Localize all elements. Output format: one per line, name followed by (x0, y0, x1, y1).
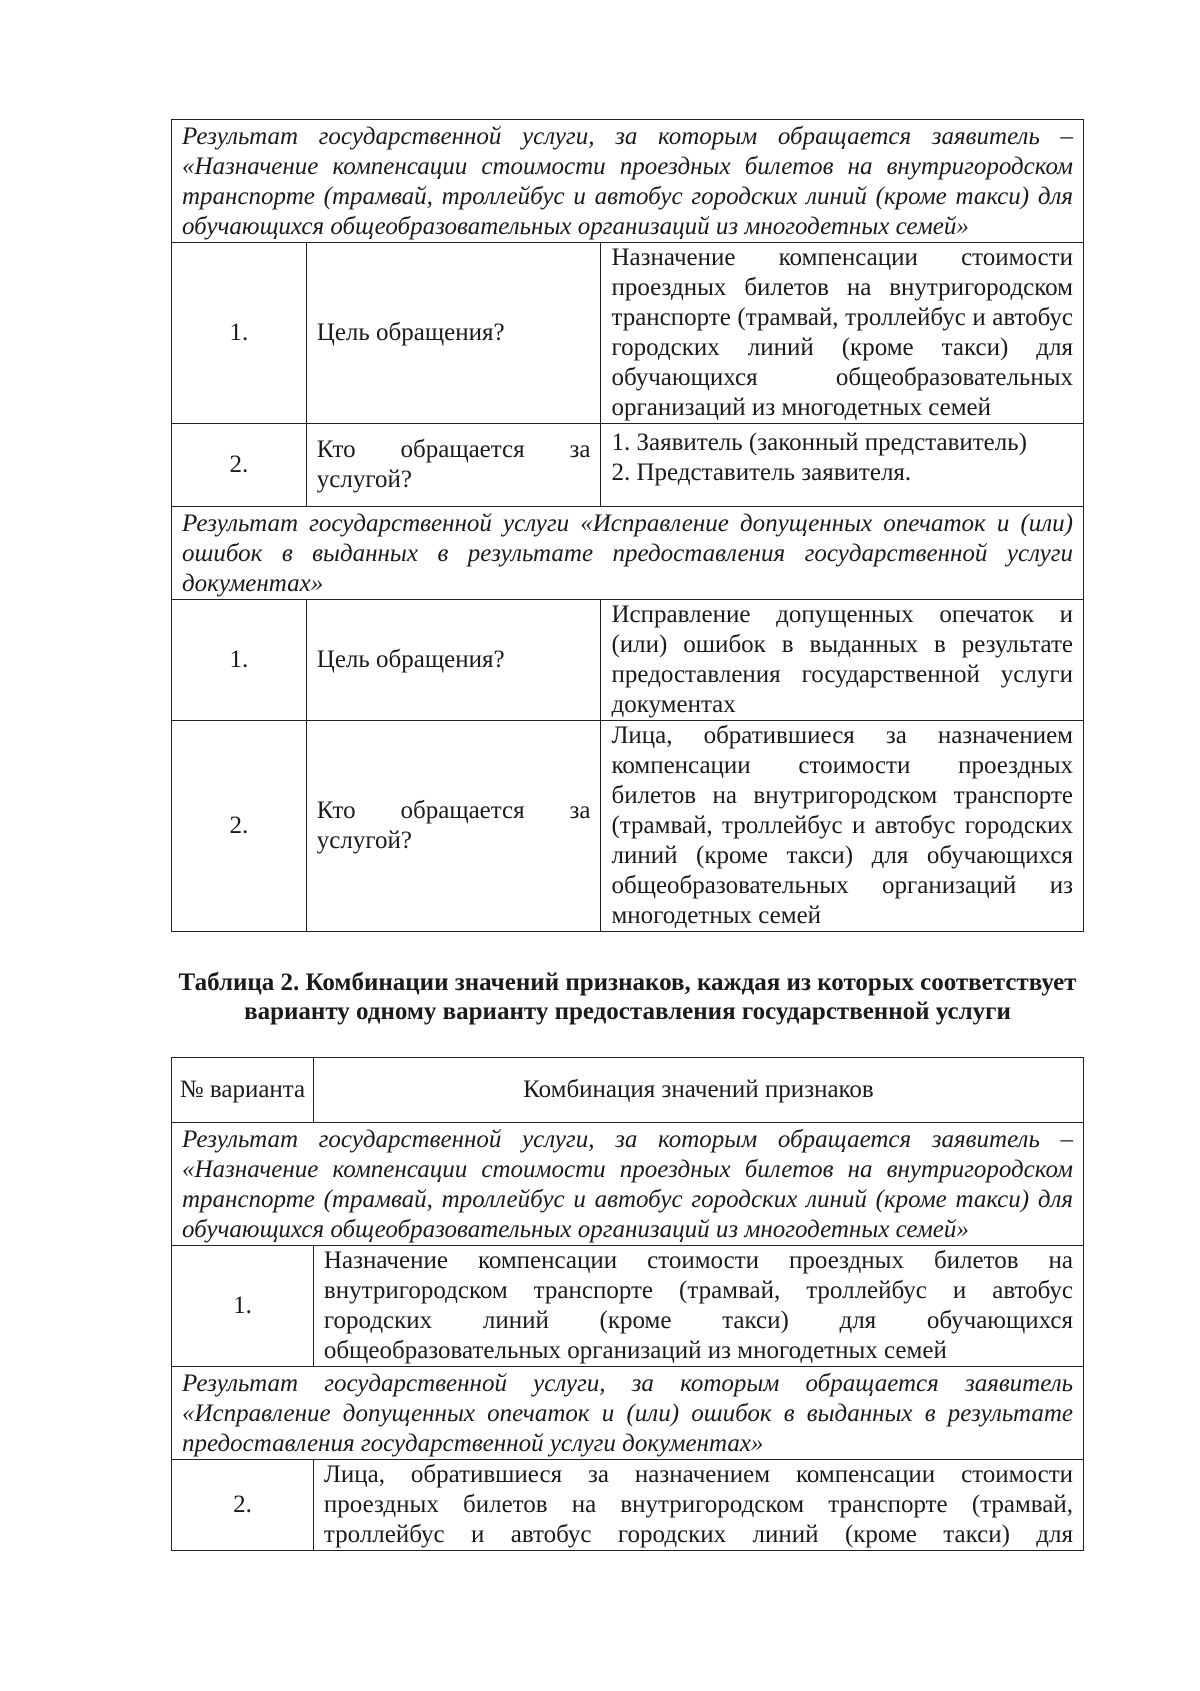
section-header-compensation: Результат государственной услуги, за которым обращается заявитель – «Назначение компенсации стоимости проездных билетов на внутригородском транспорте (трамвай, троллейбус и автобус городских линий (кроме такси) для обучающихся общеобразовательных организаций из многодетных семей» (172, 120, 1084, 243)
section-header-row (172, 120, 1084, 243)
row-number: 2. (172, 424, 307, 507)
answer-cell (601, 424, 1084, 507)
section-header-row (172, 507, 1084, 600)
combination-cell: Назначение компенсации стоимости проездных билетов на внутригородском транспорте (трамвай, троллейбус и автобус городских линий (кроме такси) для обучающихся общеобразовательных организаций из многодетных семей (313, 1246, 1083, 1367)
section-header-row (172, 1367, 1084, 1460)
column-header-variant-number: № варианта (172, 1058, 314, 1123)
column-header-combination: Комбинация значений признаков (313, 1058, 1083, 1123)
row-number: 1. (172, 243, 307, 424)
answer-cell: Лица, обратившиеся за назначением компенсации стоимости проездных билетов на внутригородском транспорте (трамвай, троллейбус и автобус городских линий (кроме такси) для обучающихся общеобразовательных организаций из многодетных семей (601, 721, 1084, 932)
question-cell: Цель обращения? (306, 600, 601, 721)
answer-cell: Исправление допущенных опечаток и (или) ошибок в выданных в результате предоставления государственной услуги документах (601, 600, 1084, 721)
combination-cell: Лица, обратившиеся за назначением компенсации стоимости проездных билетов на внутригородском транспорте (трамвай, троллейбус и автобус городских линий (кроме такси) для (313, 1460, 1083, 1551)
section-header-correction: Результат государственной услуги «Исправление допущенных опечаток и (или) ошибок в выданных в результате предоставления государственной услуги документах» (172, 507, 1084, 600)
table-row (172, 243, 1084, 424)
question-cell: Кто обращается за услугой? (306, 424, 601, 507)
table-row (172, 600, 1084, 721)
table-row (172, 1246, 1084, 1367)
table-header-row (172, 1058, 1084, 1123)
variant-number: 2. (172, 1460, 314, 1551)
question-cell: Кто обращается за услугой? (306, 721, 601, 932)
question-cell: Цель обращения? (306, 243, 601, 424)
table-row (172, 721, 1084, 932)
section-header-correction: Результат государственной услуги, за которым обращается заявитель «Исправление допущенных опечаток и (или) ошибок в выданных в результате предоставления государственной услуги документах» (172, 1367, 1084, 1460)
section-header-compensation: Результат государственной услуги, за которым обращается заявитель – «Назначение компенсации стоимости проездных билетов на внутригородском транспорте (трамвай, троллейбус и автобус городских линий (кроме такси) для обучающихся общеобразовательных организаций из многодетных семей» (172, 1123, 1084, 1246)
section-header-row (172, 1123, 1084, 1246)
combinations-table (171, 1057, 1084, 1551)
row-number: 2. (172, 721, 307, 932)
answer-line: 1. Заявитель (законный представитель) (611, 429, 1027, 456)
answer-cell: Назначение компенсации стоимости проездных билетов на внутригородском транспорте (трамвай, троллейбус и автобус городских линий (кроме такси) для обучающихся общеобразовательных организаций из многодетных семей (601, 243, 1084, 424)
row-number: 1. (172, 600, 307, 721)
table-row (172, 424, 1084, 507)
answer-line: 2. Представитель заявителя. (611, 459, 912, 486)
variant-number: 1. (172, 1246, 314, 1367)
variants-criteria-table (171, 119, 1084, 932)
table-title: Таблица 2. Комбинации значений признаков, каждая из которых соответствует варианту одному варианту предоставления государственной услуги (178, 969, 1077, 1025)
table-row (172, 1460, 1084, 1551)
